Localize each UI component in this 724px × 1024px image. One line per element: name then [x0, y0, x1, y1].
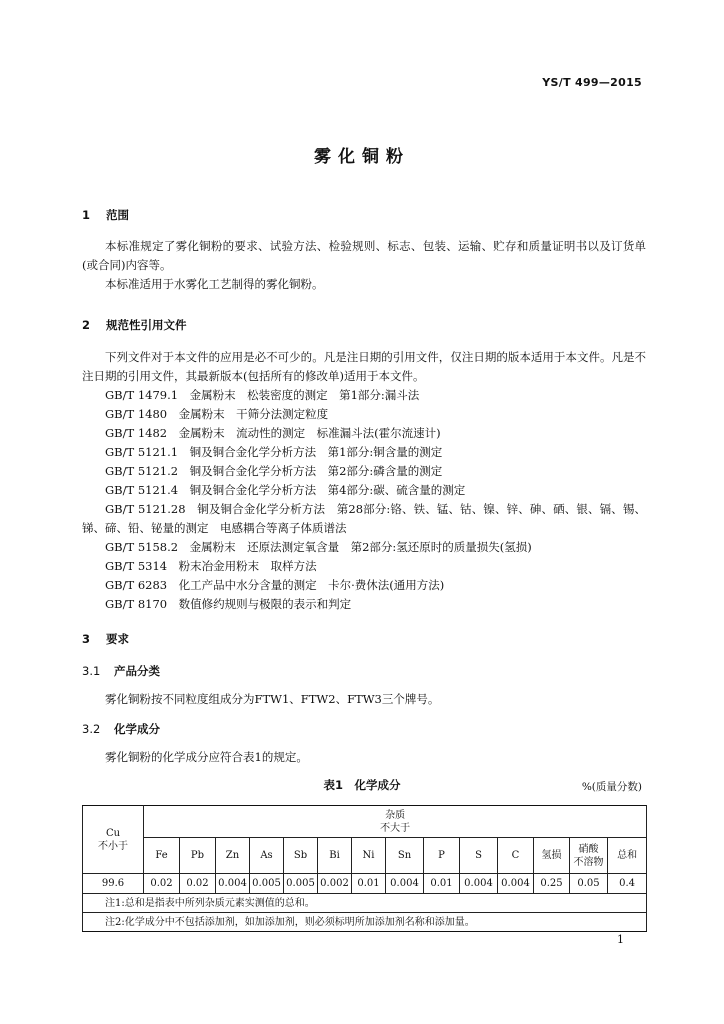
column-header: S	[460, 838, 498, 874]
reference-item: GB/T 1479.1 金属粉末 松装密度的测定 第1部分:漏斗法	[105, 388, 420, 402]
reference-item: GB/T 5121.2 铜及铜合金化学分析方法 第2部分:磷含量的测定	[105, 464, 443, 478]
value-cell: 0.25	[534, 874, 570, 894]
column-header: Pb	[180, 838, 216, 874]
subsection-3-1-heading	[82, 663, 160, 679]
reference-item: GB/T 1482 金属粉末 流动性的测定 标准漏斗法(霍尔流速计)	[105, 426, 441, 440]
table-unit: %(质量分数)	[581, 781, 642, 793]
section-1-paragraph-2: 本标准适用于水雾化工艺制得的雾化铜粉。	[105, 277, 324, 291]
column-header-line: 硝酸	[578, 843, 599, 855]
column-header: C	[498, 838, 534, 874]
column-header: 总和	[608, 838, 647, 874]
section-number: 1	[82, 208, 91, 222]
standard-number: YS/T 499—2015	[542, 76, 642, 89]
value-cell: 0.005	[250, 874, 284, 894]
table-note-2: 注2:化学成分中不包括添加剂，如加添加剂，则必须标明所加添加剂名称和添加量。	[83, 913, 647, 932]
column-header-line: 不溶物	[573, 856, 604, 868]
impurity-header-cell	[144, 806, 647, 838]
reference-item: GB/T 5121.4 铜及铜合金化学分析方法 第4部分:碳、硫含量的测定	[105, 483, 466, 497]
value-cell: 0.005	[284, 874, 318, 894]
value-cell: 0.004	[386, 874, 424, 894]
reference-item: GB/T 5314 粉末冶金用粉末 取样方法	[105, 559, 317, 573]
table-note-1: 注1:总和是指表中所列杂质元素实测值的总和。	[83, 894, 647, 913]
value-cell: 0.004	[460, 874, 498, 894]
cu-header-cell	[83, 806, 144, 874]
document-title: 雾化铜粉	[314, 147, 410, 167]
value-cell: 0.02	[180, 874, 216, 894]
impurity-header: 杂质	[385, 809, 406, 821]
cu-header: Cu	[105, 827, 121, 839]
value-cell: 0.004	[216, 874, 250, 894]
reference-item: GB/T 6283 化工产品中水分含量的测定 卡尔·费休法(通用方法)	[105, 578, 445, 592]
reference-item: GB/T 5121.1 铜及铜合金化学分析方法 第1部分:铜含量的测定	[105, 445, 443, 459]
value-cell: 0.05	[570, 874, 608, 894]
subsection-number: 3.2	[82, 722, 101, 736]
column-header: As	[250, 838, 284, 874]
column-header: Sb	[284, 838, 318, 874]
value-cell: 0.4	[608, 874, 647, 894]
subsection-3-2-paragraph: 雾化铜粉的化学成分应符合表1的规定。	[105, 750, 308, 764]
column-header: Fe	[144, 838, 180, 874]
reference-item: GB/T 5158.2 金属粉末 还原法测定氧含量 第2部分:氢还原时的质量损失(氢损)	[105, 540, 532, 554]
column-header: Sn	[386, 838, 424, 874]
section-3-heading	[82, 631, 129, 647]
chemical-composition-table	[82, 805, 647, 932]
column-header: Ni	[352, 838, 386, 874]
cu-subheader: 不小于	[98, 840, 128, 852]
section-1-paragraph-1: 本标准规定了雾化铜粉的要求、试验方法、检验规则、标志、包装、运输、贮存和质量证明书以及订货单(或合同)内容等。	[82, 239, 646, 272]
section-2-paragraph: 下列文件对于本文件的应用是必不可少的。凡是注日期的引用文件，仅注日期的版本适用于本文件。凡是不注日期的引用文件，其最新版本(包括所有的修改单)适用于本文件。	[82, 350, 646, 383]
column-header: Bi	[318, 838, 352, 874]
section-title: 规范性引用文件	[106, 318, 187, 332]
section-1-heading	[82, 207, 129, 223]
column-header: 氢损	[534, 838, 570, 874]
value-cell: 0.02	[144, 874, 180, 894]
subsection-number: 3.1	[82, 664, 101, 678]
section-title: 范围	[106, 208, 129, 222]
reference-item: GB/T 5121.28 铜及铜合金化学分析方法 第28部分:铬、铁、锰、钴、镍、锌、砷、硒、银、镉、锡、锑、碲、铅、铋量的测定 电感耦合等离子体质谱法	[82, 502, 646, 535]
subsection-3-2-heading	[82, 721, 160, 737]
subsection-title: 化学成分	[114, 722, 160, 736]
value-cell: 0.01	[352, 874, 386, 894]
cu-value-cell: 99.6	[83, 874, 144, 894]
page-number: 1	[617, 933, 624, 946]
reference-item: GB/T 8170 数值修约规则与极限的表示和判定	[105, 597, 352, 611]
column-header: Zn	[216, 838, 250, 874]
column-header-acid-insoluble	[570, 838, 608, 874]
column-header: P	[424, 838, 460, 874]
value-cell: 0.004	[498, 874, 534, 894]
subsection-3-1-paragraph: 雾化铜粉按不同粒度组成分为FTW1、FTW2、FTW3三个牌号。	[105, 692, 440, 706]
reference-item: GB/T 1480 金属粉末 干筛分法测定粒度	[105, 407, 329, 421]
section-title: 要求	[106, 632, 129, 646]
section-number: 3	[82, 632, 91, 646]
table-caption: 表1 化学成分	[323, 778, 401, 792]
section-number: 2	[82, 318, 91, 332]
subsection-title: 产品分类	[114, 664, 160, 678]
value-cell: 0.002	[318, 874, 352, 894]
section-2-heading	[82, 317, 187, 333]
value-cell: 0.01	[424, 874, 460, 894]
impurity-subheader: 不大于	[380, 822, 411, 834]
